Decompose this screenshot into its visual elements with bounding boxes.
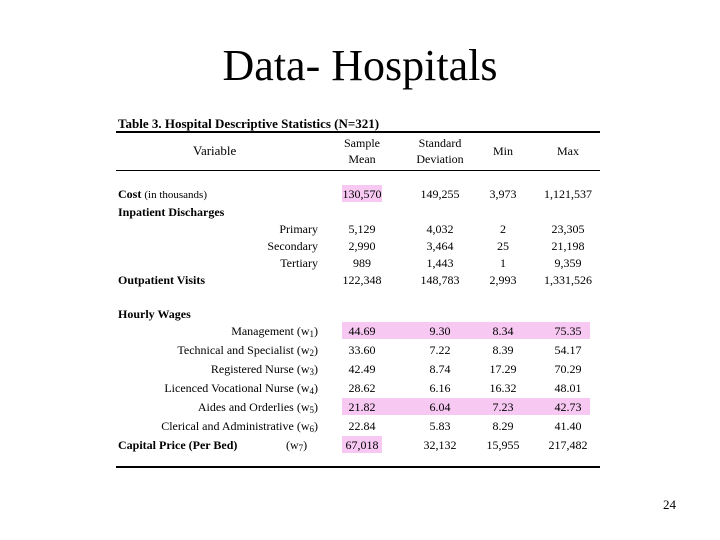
header-mean-line2: Mean (348, 152, 376, 166)
capital-max: 217,482 (548, 438, 588, 452)
wage-aides-sd: 6.04 (429, 400, 451, 414)
wage-lvn-label: Licenced Vocational Nurse $(w_4)$ (164, 381, 318, 396)
inpatient-secondary-max: 21,198 (551, 239, 585, 253)
wage-rn-min: 17.29 (489, 362, 517, 376)
inpatient-secondary-mean: 2,990 (348, 239, 376, 253)
header-sd-line2: Deviation (416, 152, 464, 166)
capital-min: 15,955 (486, 438, 520, 452)
wage-clerical-max: 41.40 (554, 419, 582, 433)
table-top-rule (116, 131, 600, 133)
header-variable: Variable (193, 143, 237, 158)
header-sd-line1: Standard (418, 136, 462, 150)
wage-rn-max: 70.29 (554, 362, 582, 376)
inpatient-label: Inpatient Discharges (118, 205, 225, 219)
slide-title: Data- Hospitals (222, 41, 498, 90)
wage-aides-min: 7.23 (492, 400, 514, 414)
wage-technical-min: 8.39 (492, 343, 514, 357)
inpatient-tertiary-sd: 1,443 (426, 256, 454, 270)
wage-aides-label: Aides and Orderlies $(w_5)$ (197, 400, 318, 415)
table-bottom-rule (116, 466, 600, 468)
wage-lvn-mean: 28.62 (348, 381, 376, 395)
capital-w-label: $(w_7)$ (286, 438, 308, 453)
outpatient-mean: 122,348 (342, 273, 382, 287)
outpatient-sd: 148,783 (420, 273, 460, 287)
cost-min: 3,973 (489, 187, 517, 201)
cost-max: 1,121,537 (544, 187, 592, 201)
cost-sd: 149,255 (420, 187, 460, 201)
inpatient-primary-label: Primary (279, 222, 318, 236)
wage-management-label: Management $(w_1)$ (231, 324, 318, 339)
wage-rn-mean: 42.49 (348, 362, 376, 376)
wage-aides-max: 42.73 (554, 400, 582, 414)
inpatient-tertiary-min: 1 (500, 256, 506, 270)
wage-management-min: 8.34 (492, 324, 514, 338)
outpatient-label: Outpatient Visits (118, 273, 206, 287)
table-caption: Table 3. Hospital Descriptive Statistics (N=321) (118, 116, 380, 131)
inpatient-tertiary-max: 9,359 (554, 256, 582, 270)
cost-mean: 130,570 (342, 187, 382, 201)
cost-unit: (in thousands) (144, 189, 207, 201)
inpatient-secondary-min: 25 (497, 239, 509, 253)
inpatient-tertiary-mean: 989 (353, 256, 371, 270)
inpatient-secondary-label: Secondary (267, 239, 318, 253)
capital-mean: 67,018 (345, 438, 379, 452)
header-rule (116, 170, 600, 171)
wage-clerical-label: Clerical and Administrative $(w_6)$ (161, 419, 318, 434)
inpatient-tertiary-label: Tertiary (280, 256, 318, 270)
wage-technical-sd: 7.22 (429, 343, 451, 357)
wage-technical-label: Technical and Specialist $(w_2)$ (177, 343, 318, 358)
page-number: 24 (663, 497, 676, 512)
wage-management-max: 75.35 (554, 324, 582, 338)
inpatient-primary-max: 23,305 (551, 222, 585, 236)
wage-lvn-sd: 6.16 (429, 381, 451, 395)
wage-lvn-max: 48.01 (554, 381, 582, 395)
wage-clerical-sd: 5.83 (429, 419, 451, 433)
wage-management-mean: 44.69 (348, 324, 376, 338)
wage-management-sd: 9.30 (429, 324, 451, 338)
wage-clerical-min: 8.29 (492, 419, 514, 433)
outpatient-max: 1,331,526 (544, 273, 592, 287)
capital-label: Capital Price (Per Bed) (118, 438, 238, 452)
wage-clerical-mean: 22.84 (348, 419, 376, 433)
header-mean-line1: Sample (344, 136, 380, 150)
wage-technical-max: 54.17 (554, 343, 582, 357)
wage-technical-mean: 33.60 (348, 343, 376, 357)
wage-aides-mean: 21.82 (348, 400, 376, 414)
wage-rn-sd: 8.74 (429, 362, 451, 376)
inpatient-primary-mean: 5,129 (348, 222, 376, 236)
capital-sd: 32,132 (423, 438, 457, 452)
inpatient-secondary-sd: 3,464 (426, 239, 454, 253)
inpatient-primary-min: 2 (500, 222, 506, 236)
cost-label: Cost (in thousands) (118, 187, 207, 201)
wage-rn-label: Registered Nurse $(w_3)$ (210, 362, 318, 377)
inpatient-primary-sd: 4,032 (426, 222, 454, 236)
header-min: Min (492, 144, 513, 158)
header-max: Max (557, 144, 579, 158)
wages-label: Hourly Wages (118, 307, 191, 321)
outpatient-min: 2,993 (489, 273, 517, 287)
wage-lvn-min: 16.32 (489, 381, 517, 395)
